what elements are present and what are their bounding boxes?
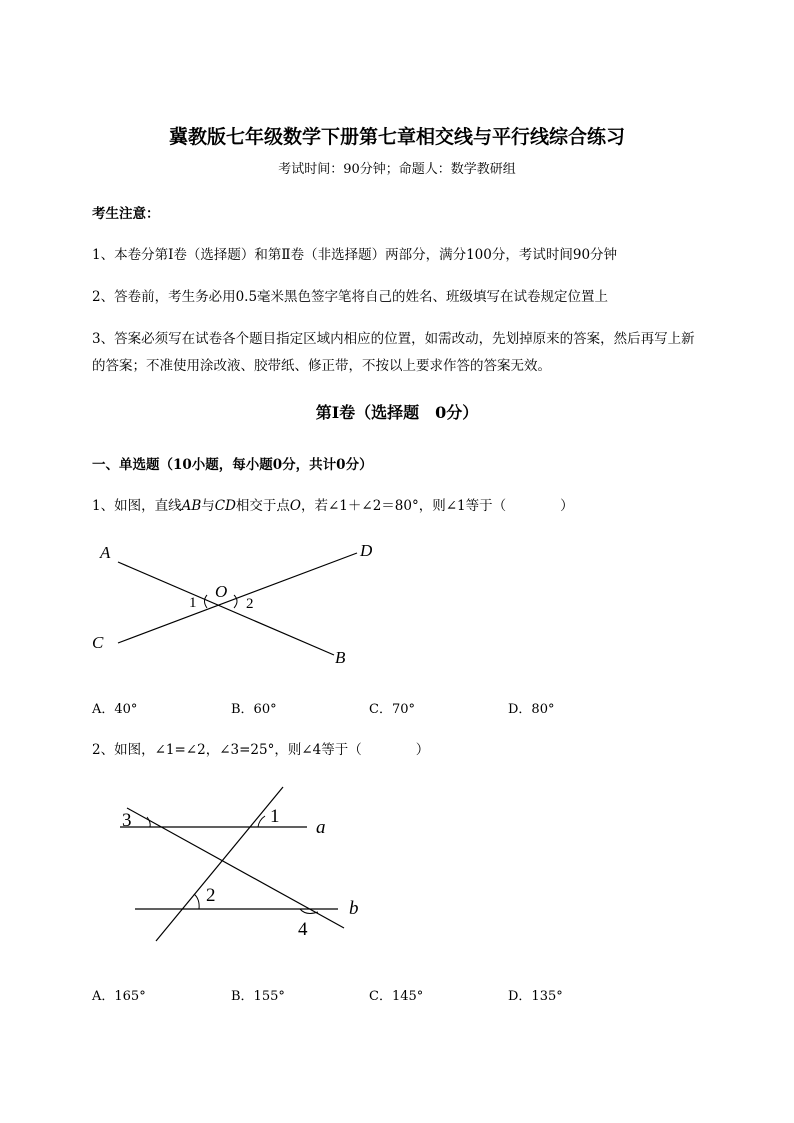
q2-option-b[interactable]: B．155° <box>231 989 285 1004</box>
q1-option-b[interactable]: B．60° <box>231 702 277 717</box>
label-angle-1: 1 <box>189 595 197 611</box>
notice-item-2: 2、答卷前，考生务必用0.5毫米黑色签字笔将自己的姓名、班级填写在试卷规定位置上 <box>92 289 609 305</box>
angle-4-arc <box>300 909 318 913</box>
angle-2-arc <box>234 595 237 608</box>
label-angle-1-q2: 1 <box>270 806 280 827</box>
label-angle-2-q2: 2 <box>206 885 216 906</box>
label-angle-3: 3 <box>122 810 132 831</box>
part-heading: 一、单选题（10小题，每小题0分，共计0分） <box>92 457 373 473</box>
q2-option-c[interactable]: C．145° <box>369 989 424 1004</box>
line-ab <box>118 562 334 655</box>
notice-item-3: 3、答案必须写在试卷各个题目指定区域内相应的位置，如需改动，先划掉原来的答案，然后再写上新 <box>92 331 695 347</box>
notice-item-1: 1、本卷分第I卷（选择题）和第Ⅱ卷（非选择题）两部分，满分100分，考试时间90分钟 <box>92 247 618 263</box>
q1-option-a[interactable]: A．40° <box>92 702 138 717</box>
section-title: 第I卷（选择题 0分） <box>315 403 479 422</box>
label-a: A <box>100 543 111 562</box>
exam-info: 考试时间：90分钟；命题人：数学教研组 <box>278 162 516 177</box>
label-angle-4: 4 <box>298 919 308 940</box>
label-d: D <box>360 541 373 560</box>
q1-option-c[interactable]: C．70° <box>369 702 415 717</box>
question-2-text: 2、如图，∠1=∠2，∠3=25°，则∠4等于（ ） <box>92 742 430 758</box>
q2-option-d[interactable]: D．135° <box>508 989 563 1004</box>
transversal-2 <box>127 808 344 928</box>
notice-item-3-continued: 的答案；不准使用涂改液、胶带纸、修正带，不按以上要求作答的答案无效。 <box>92 358 551 374</box>
line-cd <box>118 553 357 643</box>
notice-heading: 考生注意： <box>92 206 160 222</box>
label-b: B <box>335 648 346 667</box>
label-line-a: a <box>316 817 326 838</box>
angle-2-arc-q2 <box>194 894 199 909</box>
question-1-text: 1、如图，直线AB与CD相交于点O，若∠1＋∠2＝80°，则∠1等于（ ） <box>92 498 574 514</box>
angle-1-arc-q2 <box>258 816 265 827</box>
label-angle-2: 2 <box>246 596 254 612</box>
label-o: O <box>215 582 228 601</box>
label-c: C <box>92 633 104 652</box>
transversal-1 <box>156 787 283 941</box>
angle-3-arc <box>147 817 150 827</box>
label-line-b: b <box>349 898 359 919</box>
q2-option-a[interactable]: A．165° <box>92 989 146 1004</box>
angle-1-arc <box>205 595 208 608</box>
q1-option-d[interactable]: D．80° <box>508 702 555 717</box>
page-title: 冀教版七年级数学下册第七章相交线与平行线综合练习 <box>168 126 625 148</box>
